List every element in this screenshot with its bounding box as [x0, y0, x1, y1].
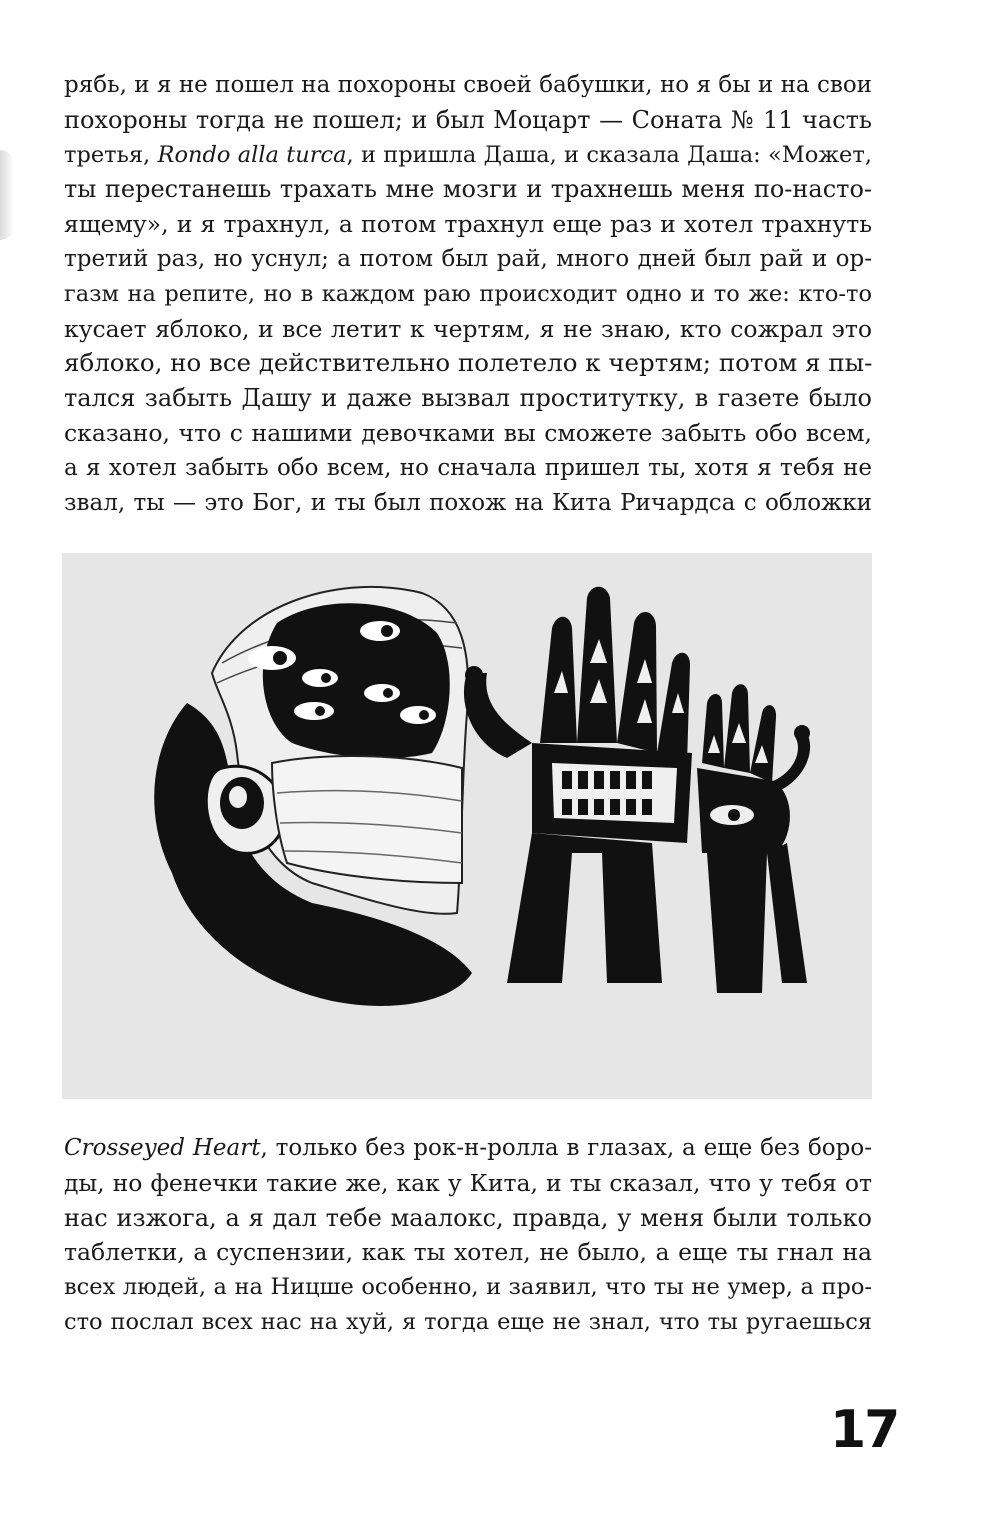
page-edge-shadow [0, 150, 14, 240]
text-line: газм на репите, но в каждом раю происходит одно и то же: кто-то [64, 280, 872, 307]
text-line: ящему», и я трахнул, а потом трахнул еще раз и хотел трахнуть [64, 210, 872, 239]
text-line: а я хотел забыть обо всем, но сначала пришел ты, хотя я тебя не [64, 454, 872, 481]
italic-title: Rondo alla turca [157, 141, 347, 168]
text-line: сказано, что с нашими девочками вы сможете забыть обо всем, [64, 418, 872, 447]
text-segment: , только без рок-н-ролла в глазах, а еще без боро- [260, 1135, 872, 1161]
text-line: ды, но фенечки такие же, как у Кита, и ты сказал, что у тебя от [64, 1168, 872, 1197]
text-segment: третья, [64, 141, 158, 168]
paragraph-top [64, 68, 872, 520]
text-line: кусает яблоко, и все летит к чертям, я не знаю, кто сожрал это [64, 314, 872, 343]
text-line: похороны тогда не пошел; и был Моцарт — Соната № 11 часть [64, 105, 872, 134]
italic-title: Crosseyed Heart [64, 1135, 261, 1161]
text-line [64, 1131, 872, 1166]
text-line: третий раз, но уснул; а потом был рай, много дней был рай и ор- [64, 245, 872, 272]
illustration [62, 553, 872, 1099]
text-line: тался забыть Дашу и даже вызвал проститутку, в газете было [64, 384, 872, 413]
text-line: сто послал всех нас на хуй, я тогда еще не знал, что ты ругаешься [64, 1308, 872, 1335]
page-number: 17 [830, 1400, 899, 1460]
text-line: ты перестанешь трахать мне мозги и трахнешь меня по-насто- [64, 175, 872, 204]
text-line: звал, ты — это Бог, и ты был похож на Кита Ричардса с обложки [64, 489, 872, 516]
text-line [64, 138, 872, 173]
text-line: таблетки, а суспензии, как ты хотел, не было, а еще ты гнал на [64, 1238, 872, 1267]
text-line: нас изжога, а я дал тебе маалокс, правда, у меня были только [64, 1203, 872, 1232]
illustration-drawing [62, 553, 872, 1099]
paragraph-bottom [64, 1131, 872, 1340]
text-line: всех людей, а на Ницше особенно, и заявил, что ты не умер, а про- [64, 1274, 872, 1301]
text-segment: , и пришла Даша, и сказала Даша: «Может, [346, 141, 872, 168]
text-line: яблоко, но все действительно полетело к чертям; потом я пы- [64, 348, 872, 378]
text-line: рябь, и я не пошел на похороны своей бабушки, но я бы и на свои [64, 72, 872, 98]
